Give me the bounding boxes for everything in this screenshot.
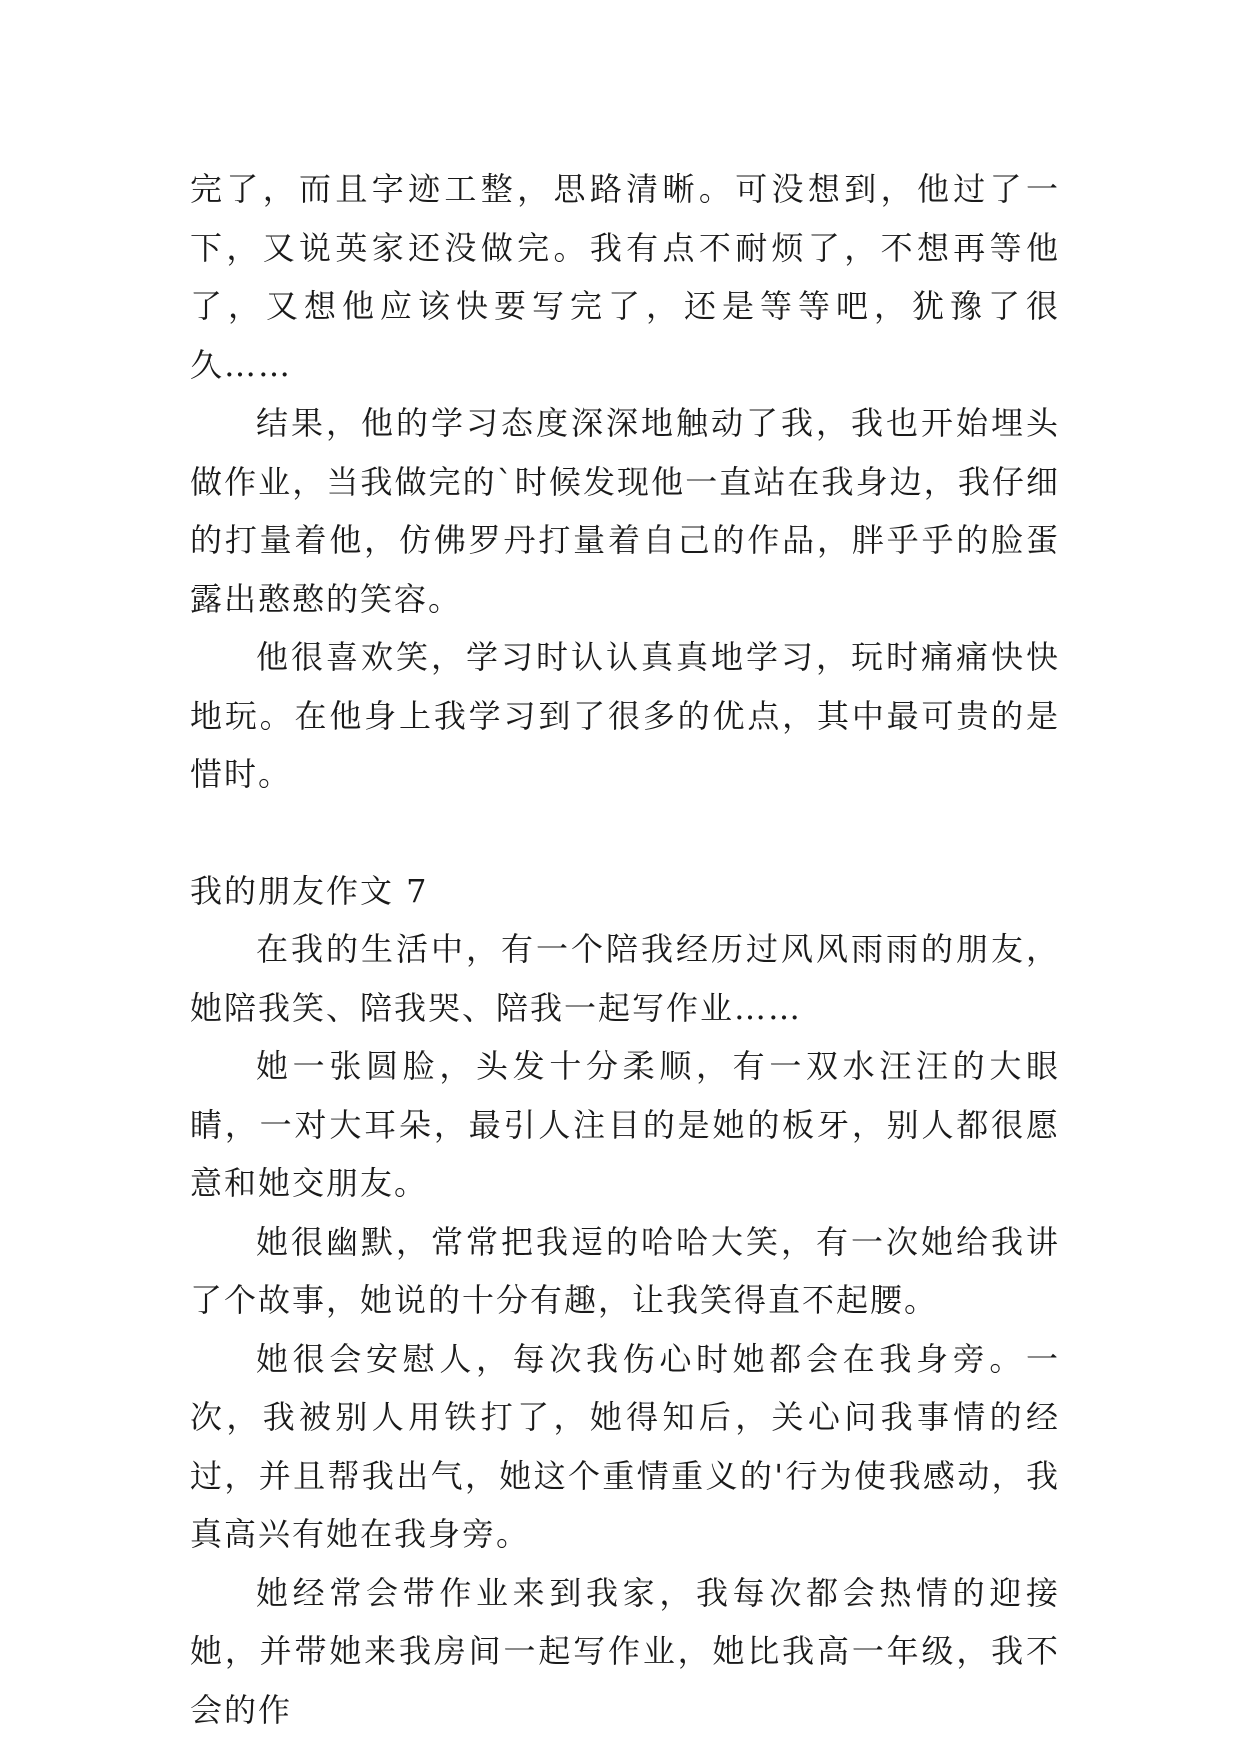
paragraph: 她一张圆脸，头发十分柔顺，有一双水汪汪的大眼睛，一对大耳朵，最引人注目的是她的板牙，别人都很愿意和她交朋友。 — [190, 1047, 1060, 1202]
paragraph: 她很会安慰人，每次我伤心时她都会在我身旁。一次，我被别人用铁打了，她得知后，关心问我事情的经过，并且帮我出气，她这个重情重义的'行为使我感动，我真高兴有她在我身旁。 — [190, 1339, 1060, 1553]
document-page — [190, 160, 1060, 1739]
paragraph: 她经常会带作业来到我家，我每次都会热情的迎接她，并带她来我房间一起写作业，她比我高一年级，我不会的作 — [190, 1573, 1060, 1729]
section-title: 我的朋友作文 7 — [190, 871, 429, 910]
paragraph: 在我的生活中，有一个陪我经历过风风雨雨的朋友，她陪我笑、陪我哭、陪我一起写作业…… — [190, 930, 1060, 1027]
paragraph: 结果，他的学习态度深深地触动了我，我也开始埋头做作业，当我做完的`时候发现他一直站在我身边，我仔细的打量着他，仿佛罗丹打量着自己的作品，胖乎乎的脸蛋露出憨憨的笑容。 — [190, 404, 1060, 618]
paragraph-carryover: 完了，而且字迹工整，思路清晰。可没想到，他过了一下，又说英家还没做完。我有点不耐烦了，不想再等他了，又想他应该快要写完了，还是等等吧，犹豫了很久…… — [190, 170, 1060, 384]
section-gap — [190, 804, 1060, 862]
paragraph: 她很幽默，常常把我逗的哈哈大笑，有一次她给我讲了个故事，她说的十分有趣，让我笑得直不起腰。 — [190, 1222, 1060, 1319]
paragraph: 他很喜欢笑，学习时认认真真地学习，玩时痛痛快快地玩。在他身上我学习到了很多的优点，其中最可贵的是惜时。 — [190, 638, 1060, 793]
